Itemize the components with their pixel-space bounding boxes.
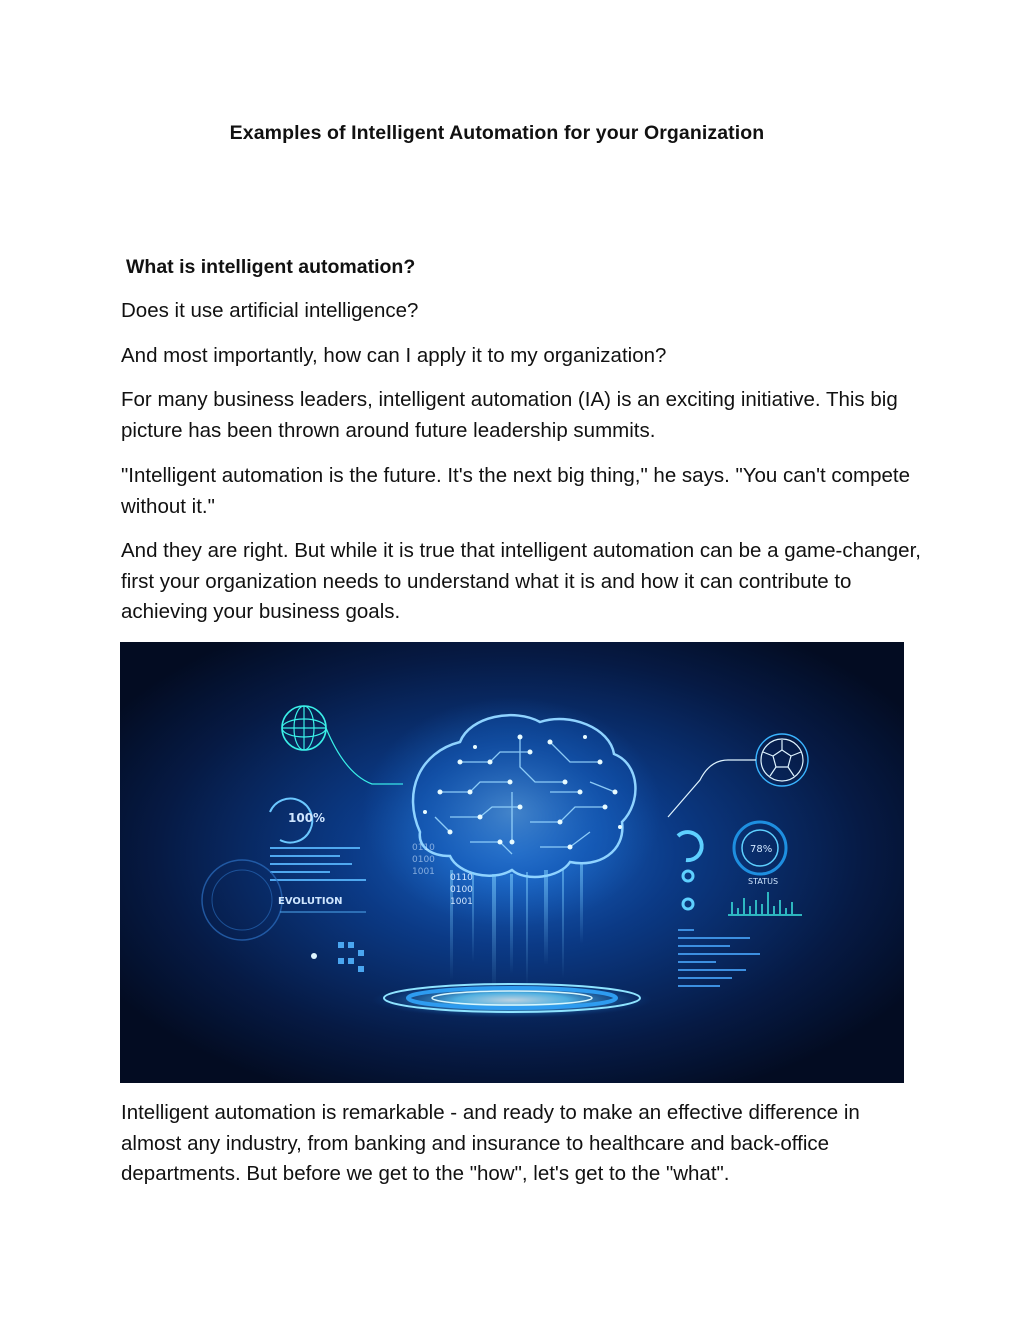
paragraph: "Intelligent automation is the future. It's the next big thing," he says. "You can't compete without it."	[121, 464, 911, 518]
section-heading: What is intelligent automation?	[126, 256, 416, 278]
svg-text:0100: 0100	[450, 885, 473, 895]
paragraph: For many business leaders, intelligent automation (IA) is an exciting initiative. This big picture has been thrown around future leadership summits.	[121, 388, 898, 442]
paragraph: Does it use artificial intelligence?	[121, 299, 419, 322]
svg-text:1001: 1001	[450, 897, 473, 907]
paragraph: And they are right. But while it is true that intelligent automation can be a game-changer, first your organization needs to understand what it is and how it can contribute to achieving your business goals.	[121, 539, 921, 623]
hud-evolution-label: EVOLUTION	[278, 896, 343, 907]
paragraph: And most importantly, how can I apply it to my organization?	[121, 344, 667, 367]
ai-brain-graphic	[120, 642, 904, 1083]
hud-percent-left: 100%	[288, 811, 326, 825]
svg-text:0110: 0110	[450, 873, 473, 883]
ai-brain-illustration	[120, 642, 904, 1083]
svg-text:0110: 0110	[412, 843, 435, 853]
svg-text:1001: 1001	[412, 867, 435, 877]
hud-percent-right: 78%	[750, 844, 773, 855]
svg-text:0100: 0100	[412, 855, 435, 865]
hud-status-label: STATUS	[748, 877, 779, 886]
page-title: Examples of Intelligent Automation for your Organization	[229, 122, 765, 144]
hologram-platform	[372, 982, 652, 1018]
paragraph: Intelligent automation is remarkable - and ready to make an effective difference in almost any industry, from banking and insurance to healthcare and back-office departments. But before we get to the "how", let's get to the "what".	[121, 1101, 860, 1185]
